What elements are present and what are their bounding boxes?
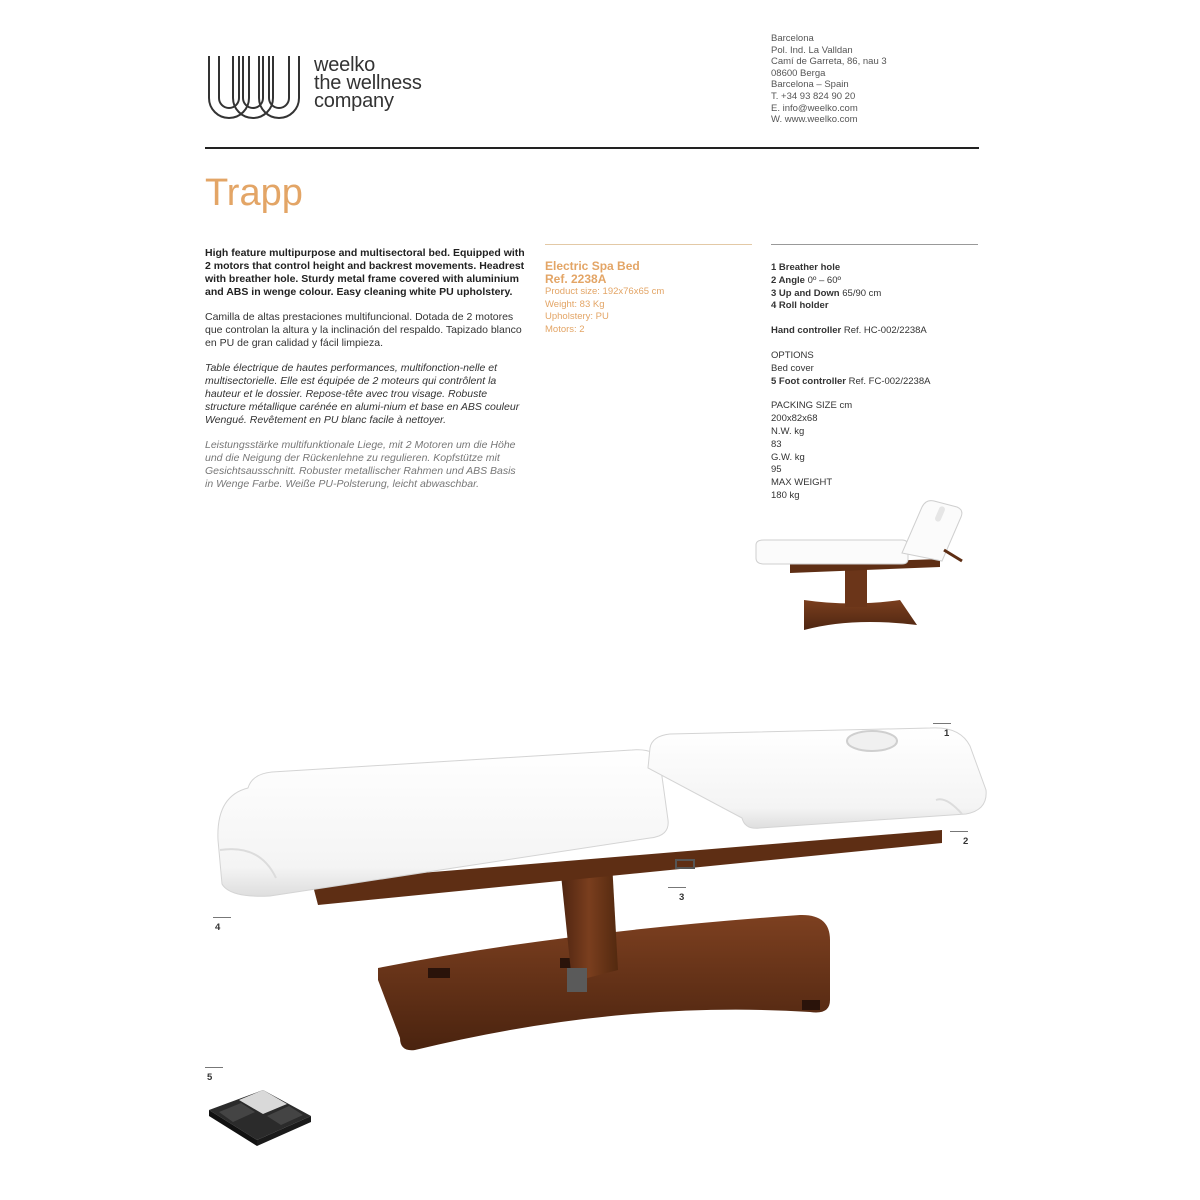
feature-4: 4 Roll holder [771, 300, 829, 312]
spec-motors: Motors: 2 [545, 323, 585, 335]
address-line: Barcelona [771, 33, 814, 44]
brand-text [314, 56, 422, 110]
spec-upholstery: Upholstery: PU [545, 311, 609, 322]
max-weight-title: MAX WEIGHT [771, 477, 833, 489]
options-title: OPTIONS [771, 349, 814, 361]
description-en: High feature multipurpose and multisectoral bed. Equipped with 2 motors that control height and backrest movements. Headrest with breather hole. Sturdy metal frame covered with aluminium and ABS in wenge colour. Easy cleaning white PU upholstery. [205, 247, 525, 298]
callout-5-line [205, 1067, 223, 1068]
foot-controller: 5 Foot controller Ref. FC-002/2238A [771, 375, 931, 387]
option-bed-cover: Bed cover [771, 362, 814, 374]
callout-3-line [668, 887, 686, 888]
callout-3: 3 [679, 892, 685, 903]
callout-1-line [933, 723, 951, 724]
info-divider [545, 244, 752, 245]
website: W. www.weelko.com [771, 114, 858, 126]
nw-value: 83 [771, 438, 782, 450]
callout-2-line [950, 831, 968, 832]
callout-4: 4 [215, 922, 221, 933]
address-line: Pol. Ind. La Valldan [771, 44, 853, 56]
brand-tagline-1: the wellness [314, 72, 422, 94]
features-list [771, 262, 981, 503]
product-ref: Ref. 2238A [545, 272, 607, 286]
spec-size: Product size: 192x76x65 cm [545, 286, 665, 297]
features-divider [771, 244, 978, 245]
callout-5: 5 [207, 1072, 213, 1083]
product-info [545, 260, 755, 336]
brand-name: weelko [314, 54, 376, 76]
foot-controller-image [205, 1088, 315, 1148]
gw-value: 95 [771, 464, 782, 476]
description-fr: Table électrique de hautes performances, multifonction-nelle et multisectorielle. Elle est équipée de 2 moteurs qui contrôlent la hauteur et le dossier. Repose-tête avec trou visage. Robuste structure métallique carénée en alumi-nium et base en ABS couleur Wengué. Revêtement en PU blanc facile à nettoyer. [205, 362, 520, 426]
address-line: Camí de Garreta, 86, nau 3 [771, 56, 887, 68]
max-weight-value: 180 kg [771, 489, 800, 501]
packing-value: 200x82x68 [771, 413, 818, 425]
callout-2: 2 [963, 836, 969, 847]
header-divider [205, 147, 979, 149]
hand-controller: Hand controller Ref. HC-002/2238A [771, 325, 927, 337]
address-line: 08600 Berga [771, 67, 826, 79]
product-title: Trapp [205, 172, 303, 214]
bed-thumbnail-image [752, 495, 982, 640]
phone: T. +34 93 824 90 20 [771, 90, 856, 102]
callout-4-line [213, 917, 231, 918]
address-line: Barcelona – Spain [771, 79, 849, 91]
product-type: Electric Spa Bed [545, 259, 640, 273]
company-address [771, 33, 887, 126]
bed-main-image [200, 700, 1000, 1060]
spec-weight: Weight: 83 Kg [545, 298, 605, 310]
description-column [205, 247, 525, 503]
gw-title: G.W. kg [771, 451, 805, 463]
feature-2: 2 Angle 0º – 60º [771, 274, 841, 286]
feature-3: 3 Up and Down 65/90 cm [771, 287, 882, 299]
brand-tagline-2: company [314, 90, 394, 112]
callout-1: 1 [944, 728, 950, 739]
description-es: Camilla de altas prestaciones multifuncional. Dotada de 2 motores que controlan la altura y la inclinación del respaldo. Tapizado blanco en PU de gran calidad y fácil limpieza. [205, 311, 522, 349]
weelko-logo-icon [205, 52, 305, 124]
nw-title: N.W. kg [771, 425, 805, 437]
packing-title: PACKING SIZE cm [771, 400, 853, 412]
description-de: Leistungsstärke multifunktionale Liege, mit 2 Motoren um die Höhe und die Neigung der Rückenlehne zu regulieren. Kopfstütze mit Gesichtsausschnitt. Robuster metallischer Rahmen und ABS Basis in Wenge Farbe. Weiße PU-Polsterung, leicht abwaschbar. [205, 439, 516, 490]
feature-1: 1 Breather hole [771, 262, 841, 273]
email: E. info@weelko.com [771, 102, 858, 114]
